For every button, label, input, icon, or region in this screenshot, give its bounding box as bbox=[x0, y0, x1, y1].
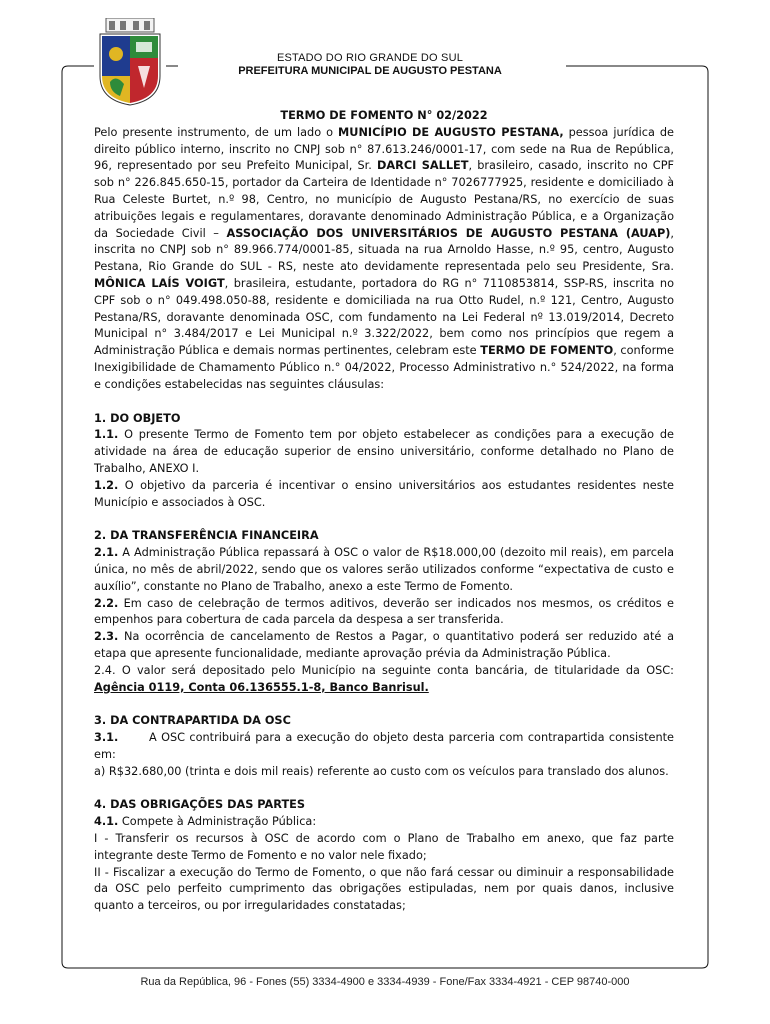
intro-text: pessoa jurídica de direito público interno, inscrito no CNPJ sob n° 87.613.246/0001-17, com sede na Rua de República, 96, representado por seu Prefeito Municipal, Sr. bbox=[94, 125, 674, 173]
intro-text: , brasileira, estudante, portadora do RG n° 7110853814, SSP-RS, inscrita no CPF sob o n° 049.498.050-88, residente e domiciliada na rua Otto Rudel, n.º 121, Centro, Augusto Pestana/RS, doravante denominada OSC, com fundamento na Lei Federal nº 13.019/2014, Decreto Municipal n° 3.484/2017 e Lei Municipal n.º 3.322/2022, bem como nos princípios que regem a Administração Pública e demais normas pertinentes, celebram este bbox=[94, 276, 674, 358]
clause-item: I - Transferir os recursos à OSC de acordo com o Plano de Trabalho em anexo, que faz parte integrante deste Termo de Fomento e no valor nele fixado; bbox=[94, 832, 674, 862]
clause bbox=[94, 596, 674, 630]
intro-bold: ASSOCIAÇÃO DOS UNIVERSITÁRIOS DE AUGUSTO PESTANA (AUAP) bbox=[226, 226, 671, 240]
clause-number: 3.1. bbox=[94, 731, 119, 745]
clause-text: A Administração Pública repassará à OSC o valor de R$18.000,00 (dezoito mil reais), em parcela única, no mês de abril/2022, sendo que os valores serão utilizados conforme “expectativa de custo e auxílio”, constante no Plano de Trabalho, anexo a este Termo de Fomento. bbox=[94, 546, 674, 593]
clause bbox=[94, 730, 678, 764]
clause bbox=[94, 427, 674, 477]
intro-text: Pelo presente instrumento, de um lado o bbox=[94, 125, 339, 139]
clause-number: 2.2. bbox=[94, 596, 119, 610]
intro-paragraph bbox=[94, 125, 674, 394]
intro-text: , brasileiro, casado, inscrito no CPF sob n° 226.845.650-15, portador da Carteira de Identidade n° 7026777925, residente e domiciliado à Rua Celeste Burtet, n.º 98, Centro, no município de Augusto Pestana/RS, no exercício de suas atribuições legais e regulamentares, doravante denominado Administração Pública, e a Organização da Sociedade Civil – bbox=[94, 159, 675, 240]
section-heading: 2. DA TRANSFERÊNCIA FINANCEIRA bbox=[94, 529, 319, 543]
header-prefeitura: PREFEITURA MUNICIPAL DE AUGUSTO PESTANA bbox=[238, 65, 502, 77]
clause bbox=[94, 545, 674, 595]
intro-bold: DARCI SALLET bbox=[377, 159, 469, 173]
footer-address: Rua da República, 96 - Fones (55) 3334-4900 e 3334-4939 - Fone/Fax 3334-4921 - CEP 98740-000 bbox=[140, 976, 630, 988]
clause-text: 2.4. O valor será depositado pelo Município na seguinte conta bancária, de titularidade da OSC: bbox=[94, 663, 674, 677]
intro-text: , conforme Inexigibilidade de Chamamento Público n.° 04/2022, Processo Administrativo n.° 524/2022, na forma e condições estabelecidas nas seguintes cláusulas: bbox=[94, 344, 674, 391]
clause-text: A OSC contribuirá para a execução do objeto desta parceria com contrapartida consistente em: bbox=[94, 731, 678, 761]
clause-text: Em caso de celebração de termos aditivos, deverão ser indicados nos mesmos, os créditos e empenhos para cobertura de cada parcela da despesa a ser transferida. bbox=[94, 596, 674, 627]
section-heading: 4. DAS OBRIGAÇÕES DAS PARTES bbox=[94, 798, 306, 812]
clause-number: 4.1. bbox=[94, 815, 119, 829]
intro-bold: MÔNICA LAÍS VOIGT bbox=[94, 276, 225, 290]
clause bbox=[94, 629, 674, 663]
intro-bold: TERMO DE FOMENTO bbox=[480, 344, 614, 358]
document-title: TERMO DE FOMENTO N° 02/2022 bbox=[280, 109, 488, 122]
clause-item: a) R$32.680,00 (trinta e dois mil reais) referente ao custo com os veículos para translado dos alunos. bbox=[94, 764, 669, 778]
section-heading: 3. DA CONTRAPARTIDA DA OSC bbox=[94, 714, 291, 728]
header-state: ESTADO DO RIO GRANDE DO SUL bbox=[276, 52, 464, 64]
clause-item: II - Fiscalizar a execução do Termo de Fomento, o que não fará cessar ou diminuir a responsabilidade da OSC pelo perfeito cumprimento das obrigações estipuladas, nem por quais danos, inclusive quanto a terceiros, ou por irregularidades constatadas; bbox=[94, 865, 674, 913]
clause-text: Na ocorrência de cancelamento de Restos a Pagar, o quantitativo poderá ser reduzido até a etapa que apresente funcionalidade, mediante aprovação prévia da Administração Pública. bbox=[94, 630, 674, 660]
intro-text: , inscrita no CNPJ sob n° 89.966.774/0001-85, situada na rua Arnoldo Hasse, n.º 95, centro, Augusto Pestana, Rio Grande do SUL - RS, neste ato devidamente representada pelo seu Presidente, Sra. bbox=[94, 226, 674, 274]
clause bbox=[94, 814, 674, 831]
clause-text: O objetivo da parceria é incentivar o ensino universitários aos estudantes residentes neste Município e associados à OSC. bbox=[94, 478, 674, 509]
section-heading: 1. DO OBJETO bbox=[94, 411, 181, 425]
clause-number: 2.3. bbox=[94, 630, 119, 644]
clause-text: O presente Termo de Fomento tem por objeto estabelecer as condições para a execução de atividade na área de educação superior de ensino universitário, conforme detalhado no Plano de Trabalho, ANEXO I. bbox=[94, 428, 674, 475]
intro-bold: MUNICÍPIO DE AUGUSTO PESTANA, bbox=[338, 125, 564, 139]
bank-account: Agência 0119, Conta 06.136555.1-8, Banco Banrisul. bbox=[94, 680, 429, 694]
clause bbox=[94, 663, 674, 697]
clause-number: 1.2. bbox=[94, 478, 119, 492]
clause-number: 2.1. bbox=[94, 546, 119, 560]
document-body bbox=[94, 108, 678, 915]
clause-number: 1.1. bbox=[94, 428, 119, 442]
clause bbox=[94, 478, 674, 512]
clause-text: Compete à Administração Pública: bbox=[118, 815, 317, 829]
